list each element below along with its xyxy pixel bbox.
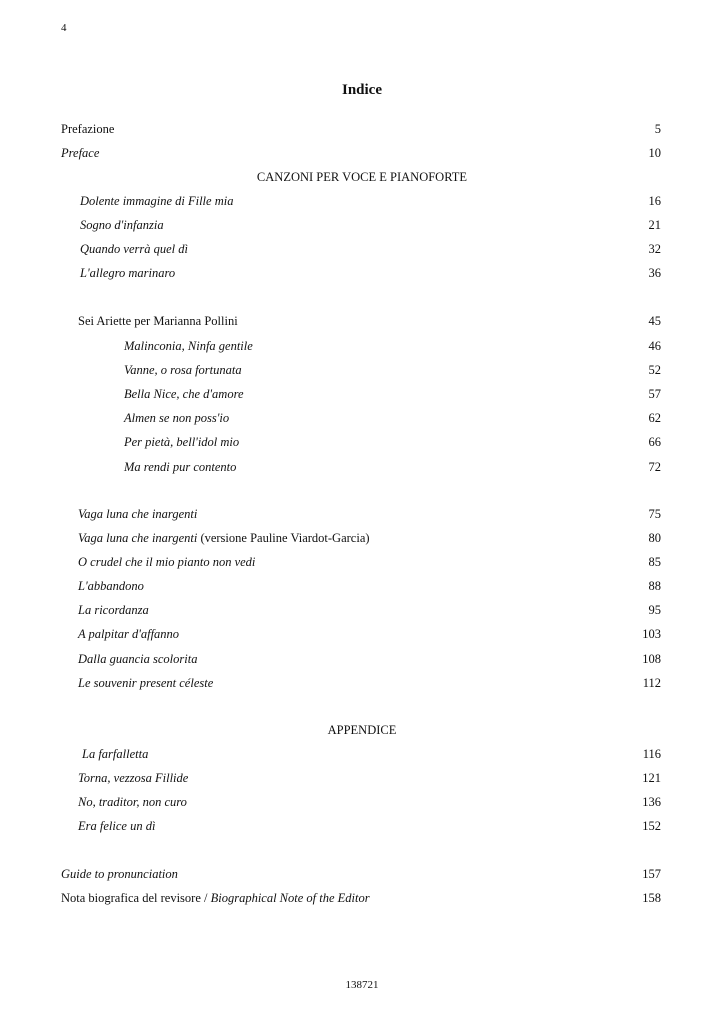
toc-entry-title: La ricordanza	[78, 603, 149, 617]
toc-entry-page: 10	[648, 146, 661, 160]
toc-entry-note: (versione Pauline Viardot-Garcia)	[197, 531, 370, 545]
toc-entry-page: 66	[648, 435, 661, 449]
toc-entry-pronunciation	[0, 867, 724, 885]
toc-entry-title: Nota biografica del revisore /	[61, 891, 211, 905]
toc-entry-title: Dolente immagine di Fille mia	[80, 194, 234, 208]
toc-entry	[0, 676, 724, 694]
toc-subentry	[0, 460, 724, 478]
toc-entry	[0, 771, 724, 789]
toc-entry-page: 5	[654, 122, 661, 136]
toc-entry-page: 75	[648, 507, 661, 521]
toc-entry-preface	[0, 146, 724, 164]
toc-entry-title: Malinconia, Ninfa gentile	[124, 339, 253, 353]
toc-entry-page: 152	[642, 819, 661, 833]
toc-entry	[0, 579, 724, 597]
toc-entry	[0, 218, 724, 236]
toc-entry-page: 80	[648, 531, 661, 545]
toc-entry-title: Sogno d'infanzia	[80, 218, 164, 232]
toc-entry-page: 62	[648, 411, 661, 425]
toc-entry-page: 72	[648, 460, 661, 474]
toc-entry-title: Torna, vezzosa Fillide	[78, 771, 189, 785]
toc-subentry	[0, 363, 724, 381]
toc-entry-title: Dalla guancia scolorita	[78, 652, 198, 666]
toc-entry-title: Le souvenir present céleste	[78, 676, 214, 690]
toc-entry-title: Vaga luna che inargenti	[78, 531, 198, 545]
toc-entry-page: 46	[648, 339, 661, 353]
toc-entry-title: A palpitar d'affanno	[78, 627, 180, 641]
page-number: 4	[61, 22, 67, 34]
toc-entry-title: Almen se non poss'io	[124, 411, 230, 425]
toc-entry-sei-ariette	[0, 314, 724, 332]
toc-entry	[0, 819, 724, 837]
toc-entry-page: 52	[648, 363, 661, 377]
toc-entry-title: No, traditor, non curo	[78, 795, 187, 809]
toc-entry	[0, 627, 724, 645]
toc-entry-page: 103	[642, 627, 661, 641]
toc-entry-title: O crudel che il mio pianto non vedi	[78, 555, 256, 569]
toc-entry-title: Ma rendi pur contento	[124, 460, 237, 474]
toc-entry	[0, 652, 724, 670]
toc-entry-title: L'allegro marinaro	[80, 266, 176, 280]
toc-entry	[0, 795, 724, 813]
toc-entry-page: 32	[648, 242, 661, 256]
toc-entry-title: Vanne, o rosa fortunata	[124, 363, 242, 377]
toc-entry-page: 158	[642, 891, 661, 905]
toc-subentry	[0, 387, 724, 405]
toc-entry-title: Preface	[61, 146, 100, 160]
toc-entry	[0, 747, 724, 765]
toc-entry-page: 116	[642, 747, 661, 761]
toc-entry-biographical-note	[0, 891, 724, 909]
toc-entry-prefazione	[0, 122, 724, 140]
toc-entry-page: 95	[648, 603, 661, 617]
toc-entry	[0, 242, 724, 260]
toc-entry-page: 112	[642, 676, 661, 690]
page-title: Indice	[341, 82, 382, 98]
toc-entry-title: La farfalletta	[82, 747, 149, 761]
toc-entry-page: 57	[648, 387, 661, 401]
toc-subentry	[0, 435, 724, 453]
toc-entry-title: Prefazione	[61, 122, 115, 136]
toc-entry-title: Quando verrà quel dì	[80, 242, 188, 256]
toc-entry-page: 88	[648, 579, 661, 593]
toc-subentry	[0, 411, 724, 429]
section-heading-canzoni: CANZONI PER VOCE E PIANOFORTE	[256, 170, 468, 184]
toc-entry-page: 121	[642, 771, 661, 785]
toc-entry-page: 16	[648, 194, 661, 208]
toc-entry	[0, 603, 724, 621]
toc-entry-title: Per pietà, bell'idol mio	[124, 435, 240, 449]
toc-entry-page: 85	[648, 555, 661, 569]
toc-entry-page: 157	[642, 867, 661, 881]
toc-entry	[0, 507, 724, 525]
toc-entry-title: Vaga luna che inargenti	[78, 507, 198, 521]
toc-entry-page: 108	[642, 652, 661, 666]
section-heading-appendice: APPENDICE	[327, 723, 397, 737]
toc-entry-page: 45	[648, 314, 661, 328]
toc-entry	[0, 266, 724, 284]
toc-entry	[0, 555, 724, 573]
toc-entry-title: Sei Ariette per Marianna Pollini	[78, 314, 238, 328]
toc-entry-note: Biographical Note of the Editor	[210, 891, 370, 905]
toc-entry-page: 136	[642, 795, 661, 809]
toc-entry	[0, 194, 724, 212]
toc-entry-title: Guide to pronunciation	[61, 867, 178, 881]
toc-entry-page: 36	[648, 266, 661, 280]
toc-subentry	[0, 339, 724, 357]
toc-entry-title: Era felice un dì	[78, 819, 156, 833]
toc-entry	[0, 531, 724, 549]
footer-code: 138721	[345, 979, 379, 991]
toc-entry-page: 21	[648, 218, 661, 232]
toc-entry-title: Bella Nice, che d'amore	[124, 387, 244, 401]
toc-entry-title: L'abbandono	[78, 579, 144, 593]
